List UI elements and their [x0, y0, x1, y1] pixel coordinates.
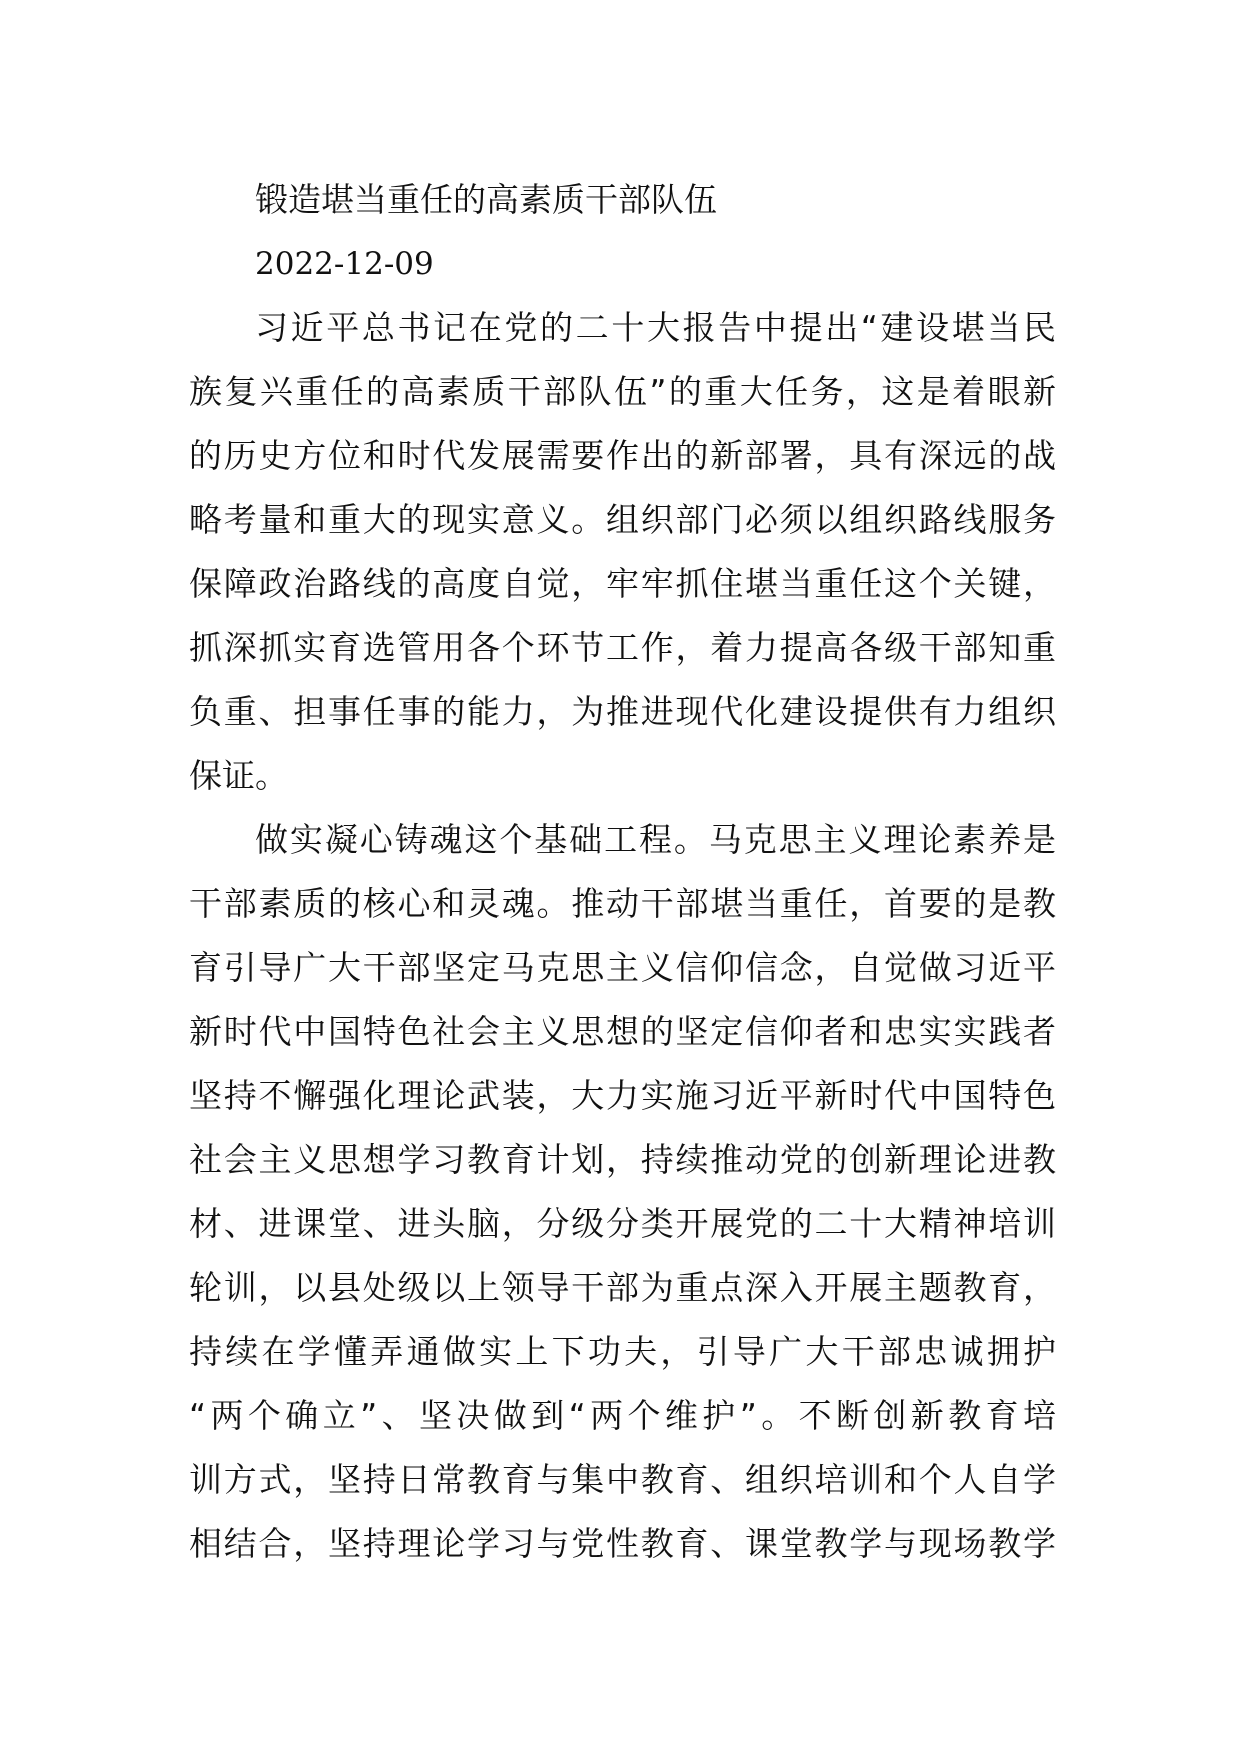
text-line: 的历史方位和时代发展需要作出的新部署，具有深远的战	[189, 436, 1056, 475]
text-line: 社会主义思想学习教育计划，持续推动党的创新理论进教	[189, 1140, 1056, 1179]
text-line: 轮训，以县处级以上领导干部为重点深入开展主题教育，	[189, 1268, 1056, 1307]
text-line: 保障政治路线的高度自觉，牢牢抓住堪当重任这个关键，	[189, 564, 1056, 603]
text-line: 保证。	[189, 756, 288, 795]
text-line: 训方式，坚持日常教育与集中教育、组织培训和个人自学	[189, 1460, 1056, 1499]
article-title: 锻造堪当重任的高素质干部队伍	[255, 180, 717, 219]
paragraph-intro	[189, 296, 1056, 808]
text-line: 材、进课堂、进头脑，分级分类开展党的二十大精神培训	[189, 1204, 1056, 1243]
text-line: 习近平总书记在党的二十大报告中提出“建设堪当民	[255, 308, 1056, 347]
text-line: 持续在学懂弄通做实上下功夫，引导广大干部忠诚拥护	[189, 1332, 1056, 1371]
paragraph-theory	[189, 808, 1056, 1576]
text-line: 新时代中国特色社会主义思想的坚定信仰者和忠实实践者	[189, 1012, 1056, 1051]
text-line: “两个确立”、坚决做到“两个维护”。不断创新教育培	[189, 1396, 1056, 1435]
text-line: 略考量和重大的现实意义。组织部门必须以组织路线服务	[189, 500, 1056, 539]
text-line: 干部素质的核心和灵魂。推动干部堪当重任，首要的是教	[189, 884, 1056, 923]
text-line: 做实凝心铸魂这个基础工程。马克思主义理论素养是	[255, 820, 1056, 859]
text-line: 坚持不懈强化理论武装，大力实施习近平新时代中国特色	[189, 1076, 1056, 1115]
text-line: 育引导广大干部坚定马克思主义信仰信念，自觉做习近平	[189, 948, 1056, 987]
article-body	[189, 168, 1056, 1576]
text-line: 相结合，坚持理论学习与党性教育、课堂教学与现场教学	[189, 1524, 1056, 1563]
text-line: 族复兴重任的高素质干部队伍”的重大任务，这是着眼新	[189, 372, 1056, 411]
text-line: 负重、担事任事的能力，为推进现代化建设提供有力组织	[189, 692, 1056, 731]
text-line: 抓深抓实育选管用各个环节工作，着力提高各级干部知重	[189, 628, 1056, 667]
article-date: 2022-12-09	[255, 246, 434, 282]
